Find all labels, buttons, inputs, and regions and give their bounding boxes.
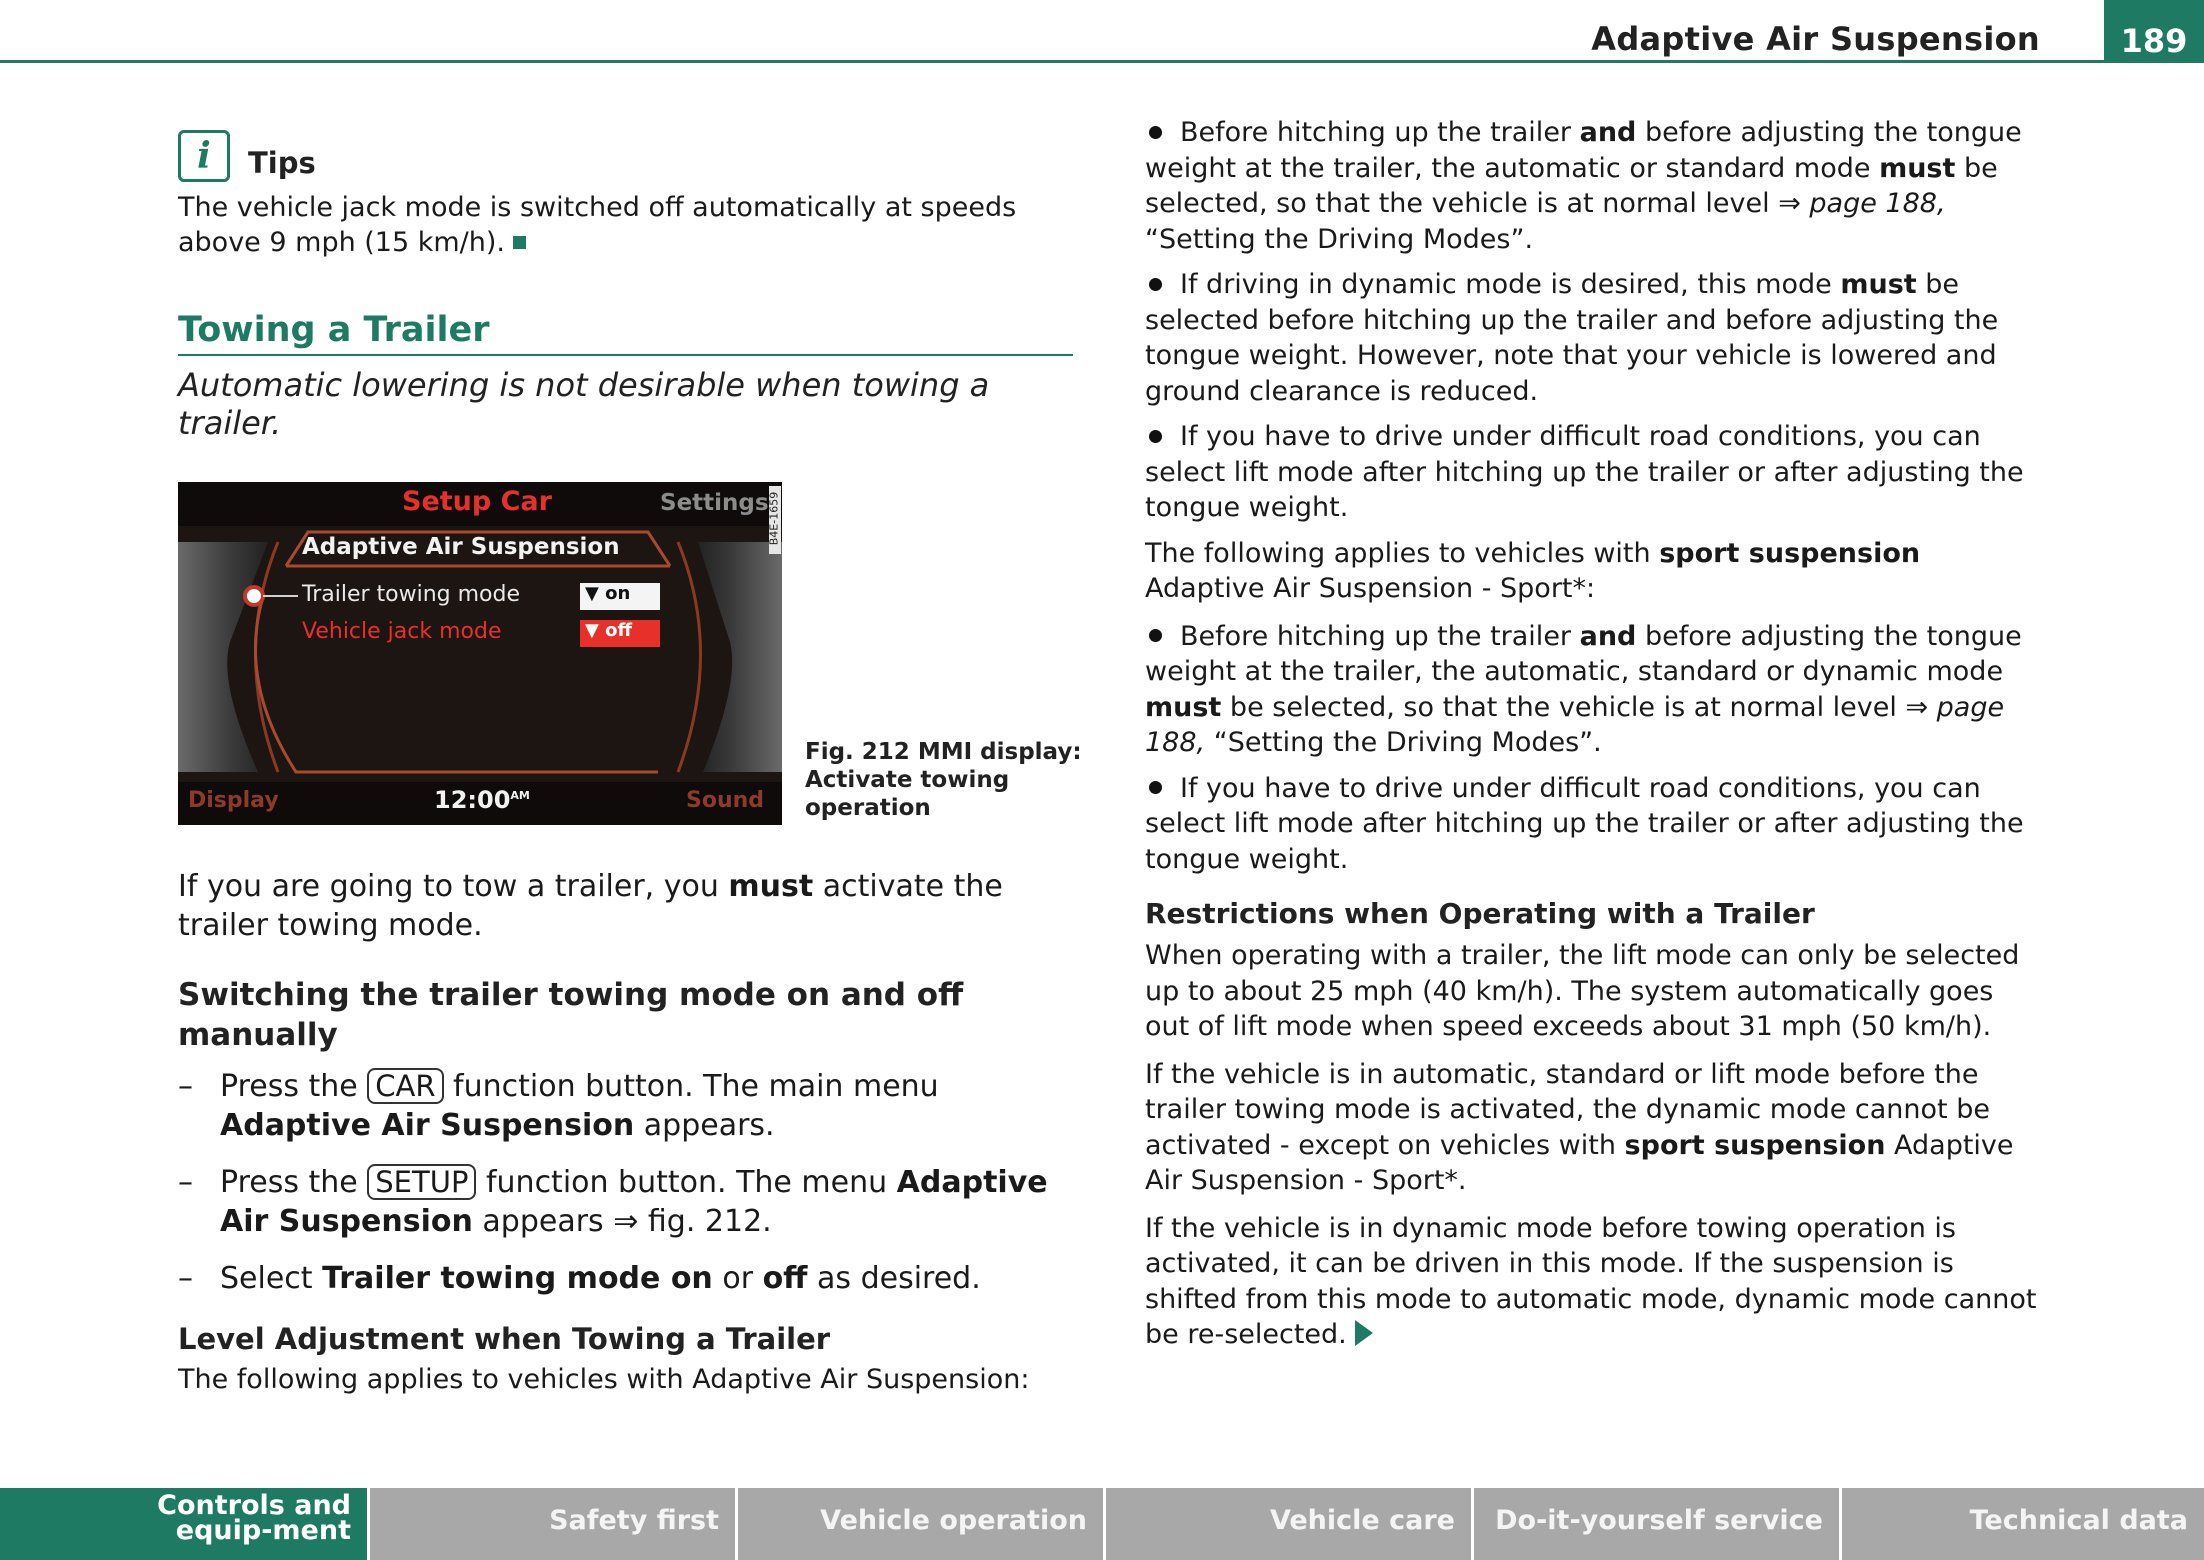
bullet-dot (1149, 781, 1162, 794)
mmi-row1-value-text: on (605, 583, 631, 604)
tab-technical-data[interactable] (1842, 1488, 2204, 1560)
step-1-bold: Adaptive Air Suspension (220, 1108, 635, 1143)
sport-bold: sport suspension (1659, 537, 1921, 569)
step-1-text-a: Press the (220, 1069, 368, 1104)
bullet-5 (1145, 771, 2045, 878)
page-number: 189 (2104, 0, 2204, 63)
tab-controls-label: Controls and equip-ment (157, 1490, 351, 1546)
tab-technical-label: Technical data (1969, 1505, 2188, 1536)
tab-vehicle-operation[interactable] (738, 1488, 1106, 1560)
bullet-1 (1145, 115, 2045, 257)
bullet-4-text-a: Before hitching up the trailer (1180, 620, 1580, 652)
restrictions-p2-bold: sport suspension (1624, 1129, 1886, 1161)
step-2-text-b: function button. The menu (476, 1165, 897, 1200)
bullet-2-text-b: be selected before hitching up the trailer and before adjusting the tongue weight. However, note that your vehicle is lowered and ground clearance is reduced. (1145, 269, 1999, 407)
tips-heading (178, 120, 1073, 182)
mmi-top-right: Settings (660, 490, 769, 516)
step-3-text-c: as desired. (807, 1261, 981, 1296)
step-3-text-a: Select (220, 1261, 323, 1296)
bullet-2-bold: must (1840, 269, 1917, 300)
mmi-row1-value: ▼ on (585, 583, 631, 604)
bullet-1-page-ref: page 188, (1809, 188, 1946, 219)
bullet-1-text-b: before adjusting the tongue weight at the trailer, the automatic or standard mode (1145, 117, 2022, 184)
figure-212 (178, 482, 1082, 827)
intro-bold: must (728, 869, 814, 904)
intro-text-2: activate the trailer towing mode. (178, 869, 1003, 943)
restrictions-heading: Restrictions when Operating with a Trailer (1145, 897, 1815, 930)
mmi-row1-label: Trailer towing mode (302, 582, 521, 607)
bullet-4-text-b: before adjusting the tongue weight at the trailer, the automatic, standard or dynamic mode (1145, 620, 2022, 687)
left-column (178, 120, 1082, 1397)
switch-heading: Switching the trailer towing mode on and off manually (178, 977, 964, 1053)
car-key: CAR (367, 1068, 443, 1104)
chapter-tabs (0, 1488, 2204, 1560)
tab-do-it-yourself-service[interactable] (1474, 1488, 1842, 1560)
bullet-4-bold-a: and (1579, 620, 1637, 652)
bullet-4-page-ref: page 188, (1145, 691, 2005, 758)
tab-safety-first[interactable] (370, 1488, 738, 1560)
bullet-1-bold-a: and (1579, 117, 1637, 148)
figure-caption: Fig. 212 MMI display: Activate towing operation (805, 739, 1082, 821)
tips-text: The vehicle jack mode is switched off automatically at speeds above 9 mph (15 km/h). (178, 192, 1017, 258)
restrictions-p2 (1145, 1057, 2045, 1199)
step-1-text-b: function button. The main menu (443, 1069, 939, 1104)
step-1 (178, 1067, 1073, 1145)
sport-paragraph (1145, 536, 2045, 607)
restrictions-p3-text: If the vehicle is in dynamic mode before towing operation is activated, it can be driven in this mode. If the suspension is shifted from this mode to automatic mode, dynamic mode cannot be re-selected. (1145, 1212, 2037, 1350)
mmi-side-code: B4E-1659 (767, 491, 781, 546)
bullet-4-text-c: be selected, so that the vehicle is at normal level ⇒ (1221, 691, 1937, 723)
sport-text-b: Adaptive Air Suspension - Sport*: (1145, 573, 1596, 604)
mmi-clock-suffix: AM (510, 789, 530, 802)
steps-list (178, 1067, 1073, 1298)
sport-text-a: The following applies to vehicles with (1145, 537, 1660, 569)
bullet-4-bold-b: must (1145, 691, 1222, 723)
setup-key: SETUP (367, 1164, 476, 1200)
step-3 (178, 1259, 1073, 1298)
step-2-dash: – (178, 1165, 193, 1200)
tab-diy-label: Do-it-yourself service (1495, 1505, 1823, 1536)
bullet-3-text: If you have to drive under difficult road conditions, you can select lift mode after hitching up the trailer or after adjusting the tongue weight. (1145, 421, 2024, 523)
step-2 (178, 1163, 1073, 1241)
step-3-bold-a: Trailer towing mode on (322, 1261, 713, 1296)
running-header-title: Adaptive Air Suspension (1591, 20, 2040, 58)
info-icon (178, 130, 230, 182)
bullet-5-text: If you have to drive under difficult road conditions, you can select lift mode after hitching up the trailer or after adjusting the tongue weight. (1145, 772, 2024, 875)
level-text: The following applies to vehicles with Adaptive Air Suspension: (178, 1364, 1030, 1395)
restrictions-p3 (1145, 1211, 2045, 1353)
bullet-1-bold-b: must (1879, 152, 1956, 184)
header-rule (0, 60, 2204, 63)
tab-care-label: Vehicle care (1269, 1505, 1455, 1536)
mmi-display-image (178, 482, 782, 825)
mmi-row2-value: ▼ off (585, 620, 633, 641)
info-icon-letter: i (197, 135, 211, 177)
step-2-text-c: appears ⇒ fig. 212. (472, 1204, 772, 1239)
mmi-clock (434, 786, 530, 814)
bullet-1-text-c: be selected, so that the vehicle is at normal level ⇒ (1145, 152, 1998, 219)
mmi-row2-label: Vehicle jack mode (302, 619, 502, 644)
tab-safety-label: Safety first (549, 1505, 719, 1536)
bullet-2 (1145, 267, 2045, 409)
bullet-1-text-d: “Setting the Driving Modes”. (1145, 223, 1534, 255)
mmi-bottom-left: Display (188, 788, 279, 813)
restrictions-p2-text-b: Adaptive Air Suspension - Sport*. (1145, 1129, 2014, 1196)
step-3-bold-b: off (762, 1261, 808, 1296)
tab-vehicle-care[interactable] (1106, 1488, 1474, 1560)
bullet-dot (1149, 430, 1162, 443)
continue-arrow-icon (1355, 1320, 1373, 1346)
bullet-4 (1145, 619, 2045, 761)
tab-controls-and-equipment[interactable] (0, 1488, 370, 1560)
mmi-clock-time: 12:00 (434, 786, 511, 814)
mmi-top-title: Setup Car (402, 486, 552, 517)
bullet-dot (1149, 278, 1162, 291)
section-subtitle: Automatic lowering is not desirable when towing a trailer. (178, 366, 990, 442)
restrictions-p1: When operating with a trailer, the lift mode can only be selected up to about 25 mph (40 km/h). The system automatically goes out of lift mode when speed exceeds about 31 mph (50 km/h). (1145, 940, 2020, 1042)
step-2-text-a: Press the (220, 1165, 368, 1200)
bullet-2-text-a: If driving in dynamic mode is desired, this mode (1180, 269, 1841, 300)
mmi-row2-value-text: off (605, 620, 633, 641)
step-1-text-c: appears. (634, 1108, 775, 1143)
tips-body (178, 190, 1073, 260)
intro-text-1: If you are going to tow a trailer, you (178, 869, 729, 904)
end-of-section-icon (513, 236, 526, 249)
level-heading: Level Adjustment when Towing a Trailer (178, 1322, 831, 1356)
bullet-dot (1149, 629, 1162, 642)
restrictions-p2-text-a: If the vehicle is in automatic, standard or lift mode before the trailer towing mode is activated, the dynamic mode cannot be activated - except on vehicles with (1145, 1058, 1990, 1161)
tab-operation-label: Vehicle operation (820, 1505, 1087, 1536)
bullet-1-text-a: Before hitching up the trailer (1180, 117, 1580, 148)
step-1-dash: – (178, 1069, 193, 1104)
bullet-3 (1145, 419, 2045, 526)
bullet-4-text-d: “Setting the Driving Modes”. (1205, 727, 1602, 758)
tips-title: Tips (248, 146, 316, 180)
step-3-text-b: or (712, 1261, 763, 1296)
step-2-bold: Adaptive Air Suspension (220, 1165, 1048, 1239)
right-column (1145, 115, 2045, 1365)
step-3-dash: – (178, 1261, 193, 1296)
mmi-bottom-right: Sound (686, 788, 765, 813)
bullet-dot (1149, 126, 1162, 139)
intro-paragraph (178, 867, 1073, 945)
mmi-menu-title: Adaptive Air Suspension (302, 534, 620, 560)
section-title: Towing a Trailer (178, 310, 1073, 356)
